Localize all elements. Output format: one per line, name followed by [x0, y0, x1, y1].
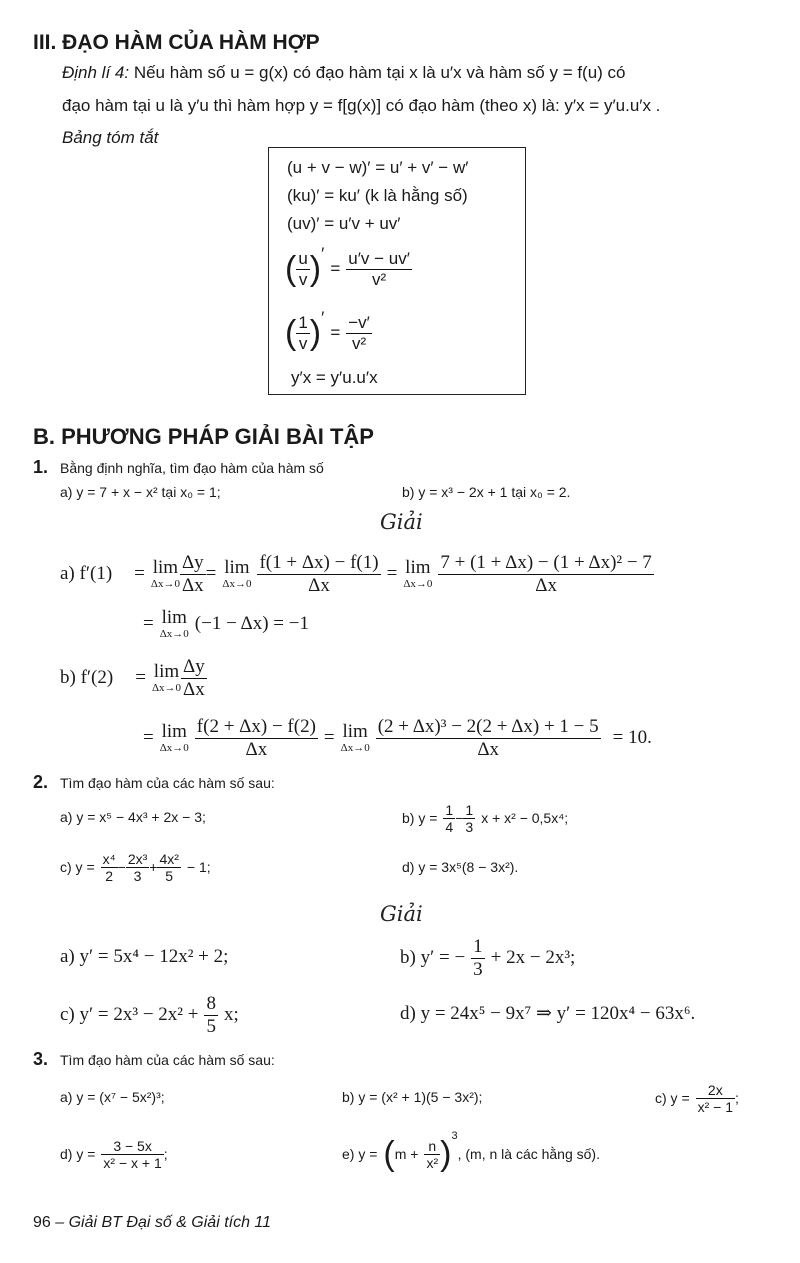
- lim-text: lim: [153, 661, 180, 682]
- page-number: 96: [33, 1214, 51, 1231]
- theorem-line-1: [62, 63, 626, 83]
- limit-operator: [341, 722, 370, 754]
- fraction-x4-over-2: [101, 851, 118, 884]
- exercise-3c: [655, 1076, 739, 1120]
- difference-quotient-fraction: [257, 552, 380, 597]
- reciprocal-lhs-fraction: [296, 313, 309, 354]
- fraction-numerator: u: [298, 248, 308, 268]
- equals-sign: =: [143, 727, 154, 748]
- exercise-3-prompt: Tìm đạo hàm của các hàm số sau:: [60, 1052, 275, 1068]
- lim-subscript: Δx→0: [222, 578, 252, 590]
- fraction-numerator: 2x: [696, 1082, 735, 1099]
- fraction-denominator: x² − 1: [697, 1098, 734, 1115]
- fraction-numerator: f(1 + Δx) − f(1): [259, 551, 379, 573]
- equals-sign: =: [143, 613, 154, 634]
- fraction-denominator: Δx: [477, 738, 500, 760]
- fraction-numerator: 1: [445, 801, 454, 818]
- fraction-n-over-x2: [424, 1138, 440, 1171]
- lim-text: lim: [224, 557, 250, 578]
- formula-constant-rule: (ku)′ = ku′ (k là hằng số): [287, 186, 468, 205]
- fraction-one-quarter: [443, 802, 455, 835]
- theorem-label: Định lí 4:: [62, 63, 130, 82]
- fraction-denominator: v²: [351, 333, 367, 353]
- exercise-1-prompt: Bằng định nghĩa, tìm đạo hàm của hàm số: [60, 460, 324, 476]
- limit-operator: [152, 662, 181, 694]
- lim-text: lim: [342, 721, 368, 742]
- fraction-denominator: Δx: [181, 574, 204, 596]
- paren-open: (: [285, 314, 297, 352]
- fraction-numerator: 1: [473, 935, 483, 957]
- fraction-denominator: Δx: [183, 678, 205, 700]
- solution-2b-prefix: b) y′ = −: [400, 947, 466, 968]
- fraction-numerator: 1: [298, 312, 308, 332]
- prime-mark: ′: [321, 308, 325, 327]
- solution-1a-line-1: [60, 544, 654, 604]
- solution-2a: a) y′ = 5x⁴ − 12x² + 2;: [60, 946, 229, 967]
- fraction-numerator: −v′: [348, 312, 370, 332]
- summary-box: [268, 147, 526, 395]
- prime-mark: ′: [321, 244, 325, 263]
- lim-text: lim: [161, 721, 187, 742]
- lim-text: lim: [152, 557, 179, 578]
- fraction-denominator: 5: [165, 867, 174, 884]
- fraction-denominator: 5: [206, 1015, 216, 1037]
- equals-sign: =: [135, 667, 146, 688]
- solution-1b-result: = 10.: [612, 727, 652, 748]
- fraction-denominator: 3: [133, 867, 142, 884]
- minus-sign: −: [117, 859, 126, 875]
- formula-sum-rule: (u + v − w)′ = u′ + v′ − w′: [287, 158, 469, 177]
- fraction-numerator: f(2 + Δx) − f(2): [196, 715, 316, 737]
- exercise-2c: [60, 845, 211, 889]
- exercise-1a: a) y = 7 + x − x² tại x₀ = 1;: [60, 484, 221, 500]
- solution-2b: [400, 934, 575, 982]
- paren-close: ): [309, 250, 322, 288]
- exercise-2b-suffix: x + x² − 0,5x⁴;: [481, 810, 569, 826]
- fraction-one-third: [471, 936, 485, 981]
- formula-reciprocal-rule: [285, 304, 372, 362]
- equals-sign: =: [205, 563, 217, 584]
- solution-1b-line-2: [143, 708, 652, 768]
- fraction-denominator: v: [298, 333, 308, 353]
- solution-2b-suffix: + 2x − 2x³;: [490, 947, 576, 968]
- dy-dx-fraction: [180, 552, 206, 597]
- equals-sign: =: [330, 259, 341, 278]
- exercise-3-number: 3.: [33, 1049, 49, 1069]
- limit-operator: [403, 558, 432, 590]
- section-heading-chain-rule: III. ĐẠO HÀM CỦA HÀM HỢP: [33, 31, 320, 54]
- limit-operator: [222, 558, 251, 590]
- theorem-text-1: Nếu hàm số u = g(x) có đạo hàm tại x là u′x và hàm số y = f(u) có: [133, 63, 626, 82]
- exercise-3a: a) y = (x⁷ − 5x²)³;: [60, 1089, 165, 1105]
- fraction-numerator: 8: [206, 992, 216, 1014]
- paren-open: (: [285, 250, 297, 288]
- fraction-denominator: 4: [445, 818, 454, 835]
- fraction-2x-over-x2-minus-1: [696, 1082, 735, 1115]
- exercise-2c-suffix: − 1;: [186, 859, 211, 875]
- exercise-2-number: 2.: [33, 772, 49, 792]
- exercise-3b: b) y = (x² + 1)(5 − 3x²);: [342, 1089, 483, 1105]
- equals-sign: =: [134, 563, 145, 584]
- formula-product-rule: (uv)′ = u′v + uv′: [287, 214, 401, 233]
- fraction-numerator: n: [424, 1138, 440, 1155]
- theorem-line-2: đạo hàm tại u là y′u thì hàm hợp y = f[g(x)] có đạo hàm (theo x) là: y′x = y′u.u′x .: [62, 96, 661, 115]
- lim-text: lim: [161, 607, 187, 628]
- exercise-3c-prefix: c) y =: [655, 1090, 690, 1106]
- exercise-3e-prefix: e) y =: [342, 1146, 378, 1162]
- exercise-2a: a) y = x⁵ − 4x³ + 2x − 3;: [60, 809, 206, 825]
- solution-2d: d) y = 24x⁵ − 9x⁷ ⇒ y′ = 120x⁴ − 63x⁶.: [400, 1003, 696, 1024]
- formula-chain-rule: y′x = y′u.u′x: [291, 368, 378, 387]
- expanded-fraction: [438, 552, 653, 597]
- exercise-3e: [342, 1128, 600, 1180]
- exercise-2b: [402, 798, 568, 838]
- lim-subscript: Δx→0: [150, 578, 180, 590]
- fraction-2x3-over-3: [126, 851, 149, 884]
- fraction-8-over-5: [204, 993, 218, 1038]
- quotient-lhs-fraction: [296, 249, 309, 290]
- solution-2c-prefix: c) y′ = 2x³ − 2x² +: [60, 1004, 199, 1025]
- fraction-numerator: x⁴: [102, 850, 116, 867]
- lim-text: lim: [405, 557, 431, 578]
- fraction-numerator: 7 + (1 + Δx) − (1 + Δx)² − 7: [440, 551, 652, 573]
- fraction-denominator: Δx: [308, 574, 330, 596]
- exercise-1-number: 1.: [33, 457, 49, 477]
- plus-sign: +: [149, 859, 158, 875]
- fraction-denominator: Δx: [535, 574, 557, 596]
- section-heading-methods: B. PHƯƠNG PHÁP GIẢI BÀI TẬP: [33, 424, 374, 449]
- lim-subscript: Δx→0: [159, 628, 189, 640]
- paren-open: (: [383, 1135, 395, 1173]
- exercise-2-prompt: Tìm đạo hàm của các hàm số sau:: [60, 775, 275, 791]
- expanded-fraction: [376, 716, 601, 761]
- exercise-3e-inner: m +: [394, 1146, 419, 1162]
- reciprocal-rhs-fraction: [346, 313, 372, 354]
- exercise-2d: d) y = 3x⁵(8 − 3x²).: [402, 859, 519, 875]
- limit-operator: [160, 608, 189, 640]
- fraction-3-minus-5x: [101, 1138, 163, 1171]
- formula-quotient-rule: [285, 240, 412, 298]
- fraction-denominator: v: [298, 269, 308, 289]
- lim-subscript: Δx→0: [159, 742, 189, 754]
- fraction-denominator: x² − x + 1: [103, 1154, 162, 1171]
- fraction-denominator: x²: [426, 1154, 439, 1171]
- equals-sign: =: [386, 563, 398, 584]
- book-title: – Giải BT Đại số & Giải tích 11: [55, 1214, 272, 1231]
- paren-close: ): [309, 314, 322, 352]
- fraction-denominator: 3: [473, 958, 483, 980]
- solution-heading-1: Giải: [380, 510, 423, 534]
- solution-1a-line-2: [143, 604, 309, 644]
- fraction-numerator: 4x²: [159, 850, 179, 867]
- fraction-numerator: Δy: [183, 655, 205, 677]
- exercise-2b-prefix: b) y =: [402, 810, 438, 826]
- exercise-3e-suffix: , (m, n là các hằng số).: [457, 1146, 600, 1162]
- solution-1b-line-1: [60, 652, 207, 704]
- semicolon: ;: [163, 1146, 168, 1162]
- fraction-4x2-over-5: [157, 851, 180, 884]
- exercise-3d-prefix: d) y =: [60, 1146, 96, 1162]
- difference-quotient-fraction: [195, 716, 318, 761]
- lim-subscript: Δx→0: [403, 578, 433, 590]
- solution-1a-label: a) f′(1): [60, 563, 113, 584]
- fraction-one-third: [463, 802, 475, 835]
- quotient-rhs-fraction: [346, 249, 412, 290]
- lim-subscript: Δx→0: [151, 682, 182, 694]
- fraction-numerator: 3 − 5x: [101, 1138, 163, 1155]
- dy-dx-fraction: [181, 656, 207, 701]
- exercise-2c-prefix: c) y =: [60, 859, 95, 875]
- exponent: 3: [451, 1130, 458, 1142]
- solution-1b-label: b) f′(2): [60, 667, 114, 688]
- fraction-denominator: 3: [465, 818, 474, 835]
- minus-sign: −: [455, 810, 464, 826]
- limit-operator: [151, 558, 180, 590]
- lim-subscript: Δx→0: [340, 742, 370, 754]
- fraction-numerator: Δy: [181, 551, 204, 573]
- limit-operator: [160, 722, 189, 754]
- solution-heading-2: Giải: [380, 902, 423, 926]
- fraction-numerator: 1: [465, 801, 474, 818]
- fraction-denominator: 2: [105, 867, 114, 884]
- solution-2c-suffix: x;: [223, 1004, 239, 1025]
- fraction-numerator: 2x³: [127, 850, 148, 867]
- fraction-denominator: Δx: [245, 738, 268, 760]
- fraction-numerator: (2 + Δx)³ − 2(2 + Δx) + 1 − 5: [377, 715, 599, 737]
- fraction-denominator: v²: [372, 269, 387, 289]
- equals-sign: =: [323, 727, 335, 748]
- semicolon: ;: [735, 1090, 739, 1106]
- fraction-numerator: u′v − uv′: [348, 248, 410, 268]
- exercise-1b: b) y = x³ − 2x + 1 tại x₀ = 2.: [402, 484, 571, 500]
- summary-title: Bảng tóm tắt: [62, 128, 159, 147]
- solution-1a-result: (−1 − Δx) = −1: [194, 613, 309, 634]
- paren-close: ): [440, 1135, 452, 1173]
- equals-sign: =: [330, 323, 341, 342]
- page-footer: [33, 1214, 271, 1232]
- exercise-3d: [60, 1130, 168, 1178]
- solution-2c: [60, 990, 239, 1040]
